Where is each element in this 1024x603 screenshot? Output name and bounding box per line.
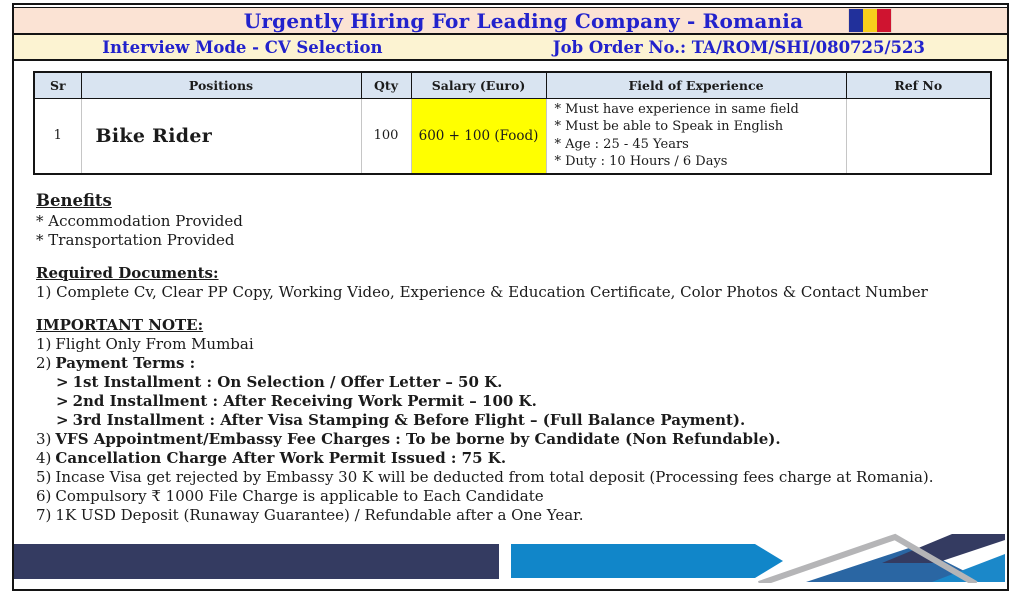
positions-table-wrap: [33, 71, 1007, 175]
table-header-row: [34, 72, 991, 98]
col-refno: Ref No: [846, 72, 991, 98]
col-sr: Sr: [34, 72, 81, 98]
required-documents-item: 1) Complete Cv, Clear PP Copy, Working Video, Experience & Education Certificate, Color Photos & Contact Number: [36, 282, 928, 301]
footer-navy-bar: [14, 544, 499, 579]
col-positions: Positions: [81, 72, 361, 98]
cell-sr: 1: [34, 98, 81, 174]
footer-decorative-graphic: [14, 533, 1006, 583]
note-line: 1) Flight Only From Mumbai: [36, 334, 254, 353]
title-banner: [14, 7, 1007, 35]
col-experience: Field of Experience: [546, 72, 846, 98]
note-line: 5) Incase Visa get rejected by Embassy 30 K will be deducted from total deposit (Processing fees charge at Romania).: [36, 467, 934, 486]
note-line: 4) Cancellation Charge After Work Permit Issued : 75 K.: [36, 448, 507, 467]
interview-mode-label: Interview Mode - CV Selection: [102, 37, 383, 57]
job-order-number: Job Order No.: TA/ROM/SHI/080725/523: [552, 37, 925, 57]
footer-blue-arrow: [511, 544, 783, 578]
document-page: [12, 3, 1009, 591]
note-line-installment: > 2nd Installment : After Receiving Work Permit – 100 K.: [56, 391, 537, 410]
experience-line: * Must have experience in same field: [554, 101, 799, 117]
cell-salary: 600 + 100 (Food): [411, 98, 546, 174]
experience-line: * Age : 25 - 45 Years: [554, 136, 689, 152]
required-documents-heading: Required Documents:: [36, 263, 219, 282]
page-title: Urgently Hiring For Leading Company - Romania: [243, 8, 804, 33]
benefits-heading: Benefits: [36, 190, 112, 210]
col-salary: Salary (Euro): [411, 72, 546, 98]
note-line-installment: > 1st Installment : On Selection / Offer Letter – 50 K.: [56, 372, 503, 391]
note-line-installment: > 3rd Installment : After Visa Stamping & Before Flight – (Full Balance Payment).: [56, 410, 746, 429]
note-line: 3) VFS Appointment/Embassy Fee Charges : To be borne by Candidate (Non Refundable).: [36, 429, 781, 448]
experience-line: * Duty : 10 Hours / 6 Days: [554, 154, 728, 169]
note-line: 2) Payment Terms :: [36, 353, 196, 372]
benefits-section: [36, 190, 1007, 250]
benefit-item: * Accommodation Provided: [36, 211, 243, 230]
important-note-section: [36, 315, 1007, 525]
important-note-heading: IMPORTANT NOTE:: [36, 315, 204, 334]
cell-experience: [546, 98, 846, 174]
col-qty: Qty: [361, 72, 411, 98]
romania-flag-icon: [849, 9, 891, 32]
cell-refno: [846, 98, 991, 174]
table-row: [34, 98, 991, 174]
positions-table: [33, 71, 992, 175]
cell-position: Bike Rider: [81, 98, 361, 174]
note-line: 6) Compulsory ₹ 1000 File Charge is applicable to Each Candidate: [36, 486, 544, 505]
experience-line: * Must be able to Speak in English: [554, 119, 784, 134]
required-documents-section: [36, 263, 1007, 302]
cell-qty: 100: [361, 98, 411, 174]
benefit-item: * Transportation Provided: [36, 230, 235, 249]
note-line: 7) 1K USD Deposit (Runaway Guarantee) / Refundable after a One Year.: [36, 505, 584, 524]
subheader-banner: [14, 35, 1007, 61]
